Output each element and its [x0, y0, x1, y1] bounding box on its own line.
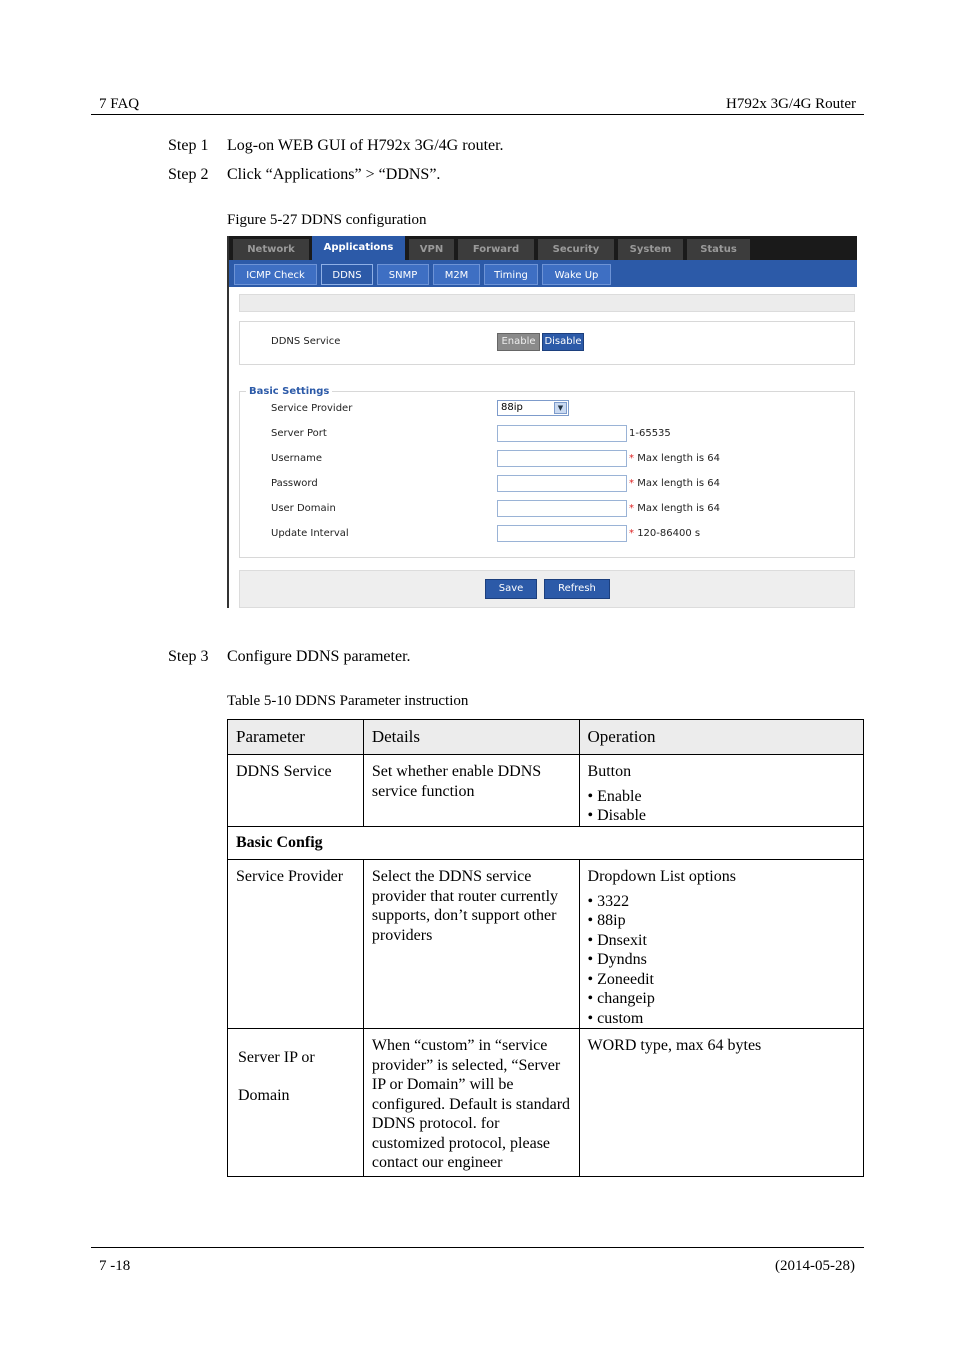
- screenshot-left-border: [227, 236, 229, 608]
- row2-parameter: Service Provider: [228, 860, 364, 1029]
- header-chapter: 7 FAQ: [99, 96, 140, 112]
- refresh-button[interactable]: Refresh: [544, 579, 610, 599]
- required-star: *: [629, 478, 634, 489]
- tab-forward[interactable]: Forward: [458, 239, 534, 260]
- row1-details: Set whether enable DDNS service function: [363, 755, 579, 827]
- subtab-snmp[interactable]: SNMP: [377, 264, 429, 285]
- password-note-text: Max length is 64: [637, 478, 720, 489]
- required-star: *: [629, 453, 634, 464]
- row1-op-title: Button: [587, 763, 632, 780]
- username-note-text: Max length is 64: [637, 453, 720, 464]
- required-star: *: [629, 503, 634, 514]
- username-label: Username: [271, 453, 322, 464]
- tab-system[interactable]: System: [618, 239, 683, 260]
- row3-param-line1: Server IP or: [238, 1049, 315, 1066]
- header-parameter: Parameter: [228, 720, 364, 755]
- header-rule: [91, 114, 864, 115]
- username-input[interactable]: [497, 450, 627, 467]
- update-interval-note-text: 120-86400 s: [637, 528, 701, 539]
- action-bar: [239, 570, 855, 608]
- user-domain-note-text: Max length is 64: [637, 503, 720, 514]
- password-input[interactable]: [497, 475, 627, 492]
- step-2-text: Click “Applications” > “DDNS”.: [227, 166, 441, 183]
- enable-button[interactable]: Enable: [497, 333, 540, 351]
- footer-page-number: 7 -18: [99, 1258, 131, 1274]
- footer-rule: [91, 1247, 864, 1248]
- step-1-number: Step 1: [168, 137, 209, 154]
- update-interval-note: [629, 528, 700, 539]
- tab-status[interactable]: Status: [687, 239, 750, 260]
- username-note: [629, 453, 720, 464]
- ddns-parameter-table: [227, 719, 864, 1177]
- tab-applications[interactable]: Applications: [312, 236, 405, 260]
- subtab-timing[interactable]: Timing: [484, 264, 538, 285]
- table-caption: Table 5-10 DDNS Parameter instruction: [227, 693, 469, 709]
- row2-op-item: • Zoneedit: [588, 970, 855, 990]
- section-basic-config: Basic Config: [228, 827, 864, 860]
- row1-op-item: • Disable: [588, 806, 855, 826]
- header-details: Details: [363, 720, 579, 755]
- basic-settings-legend: Basic Settings: [246, 386, 332, 397]
- row2-op-item: • 88ip: [588, 911, 855, 931]
- user-domain-input[interactable]: [497, 500, 627, 517]
- update-interval-label: Update Interval: [271, 528, 349, 539]
- row2-op-item: • 3322: [588, 892, 855, 912]
- subtab-wake-up[interactable]: Wake Up: [542, 264, 611, 285]
- table-row: [228, 755, 864, 827]
- step-3-number: Step 3: [168, 648, 209, 665]
- tab-network[interactable]: Network: [233, 239, 309, 260]
- server-port-note: 1-65535: [629, 428, 671, 439]
- table-row: [228, 1029, 864, 1177]
- ddns-config-screenshot: [227, 236, 857, 608]
- row2-operation: [579, 860, 863, 1029]
- service-provider-label: Service Provider: [271, 403, 353, 414]
- tab-security[interactable]: Security: [538, 239, 614, 260]
- step-2-number: Step 2: [168, 166, 209, 183]
- title-bar: [239, 294, 855, 312]
- user-domain-note: [629, 503, 720, 514]
- server-port-input[interactable]: [497, 425, 627, 442]
- ddns-service-panel: [239, 321, 855, 365]
- subtab-ddns[interactable]: DDNS: [321, 264, 373, 285]
- required-star: *: [629, 528, 634, 539]
- password-label: Password: [271, 478, 318, 489]
- user-domain-label: User Domain: [271, 503, 336, 514]
- row3-parameter: [228, 1029, 364, 1177]
- service-provider-value: 88ip: [501, 402, 523, 413]
- header-operation: Operation: [579, 720, 863, 755]
- row1-operation: [579, 755, 863, 827]
- save-button[interactable]: Save: [485, 579, 537, 599]
- row2-op-item: • changeip: [588, 989, 855, 1009]
- sub-navigation: [229, 260, 857, 287]
- tab-vpn[interactable]: VPN: [409, 239, 454, 260]
- subtab-icmp-check[interactable]: ICMP Check: [234, 264, 317, 285]
- row2-op-title: Dropdown List options: [587, 868, 736, 885]
- row2-op-item: • Dyndns: [588, 950, 855, 970]
- row1-parameter: DDNS Service: [228, 755, 364, 827]
- row3-param-line2: Domain: [238, 1086, 290, 1104]
- footer-date: (2014-05-28): [775, 1258, 855, 1274]
- server-port-label: Server Port: [271, 428, 327, 439]
- update-interval-input[interactable]: [497, 525, 627, 542]
- row3-details: When “custom” in “service provider” is selected, “Server IP or Domain” will be configured. Default is standard DDNS protocol. for customized protocol, please contact our engineer: [363, 1029, 579, 1177]
- disable-button[interactable]: Disable: [542, 333, 584, 351]
- figure-caption: Figure 5-27 DDNS configuration: [227, 212, 427, 228]
- table-header-row: [228, 720, 864, 755]
- header-product: H792x 3G/4G Router: [726, 96, 856, 112]
- basic-settings-panel: [239, 386, 855, 558]
- row2-op-item: • Dnsexit: [588, 931, 855, 951]
- row2-op-item: • custom: [588, 1009, 855, 1029]
- top-navigation: [229, 236, 857, 260]
- step-1-text: Log-on WEB GUI of H792x 3G/4G router.: [227, 137, 504, 154]
- service-provider-select[interactable]: [497, 400, 569, 416]
- step-3-text: Configure DDNS parameter.: [227, 648, 411, 665]
- row3-operation: WORD type, max 64 bytes: [579, 1029, 863, 1177]
- row2-details: Select the DDNS service provider that router currently supports, don’t support other providers: [363, 860, 579, 1029]
- table-row: [228, 860, 864, 1029]
- row1-op-item: • Enable: [588, 787, 855, 807]
- ddns-service-label: DDNS Service: [271, 336, 341, 347]
- subtab-m2m[interactable]: M2M: [433, 264, 480, 285]
- password-note: [629, 478, 720, 489]
- table-section-row: [228, 827, 864, 860]
- chevron-down-icon: ▼: [554, 402, 567, 414]
